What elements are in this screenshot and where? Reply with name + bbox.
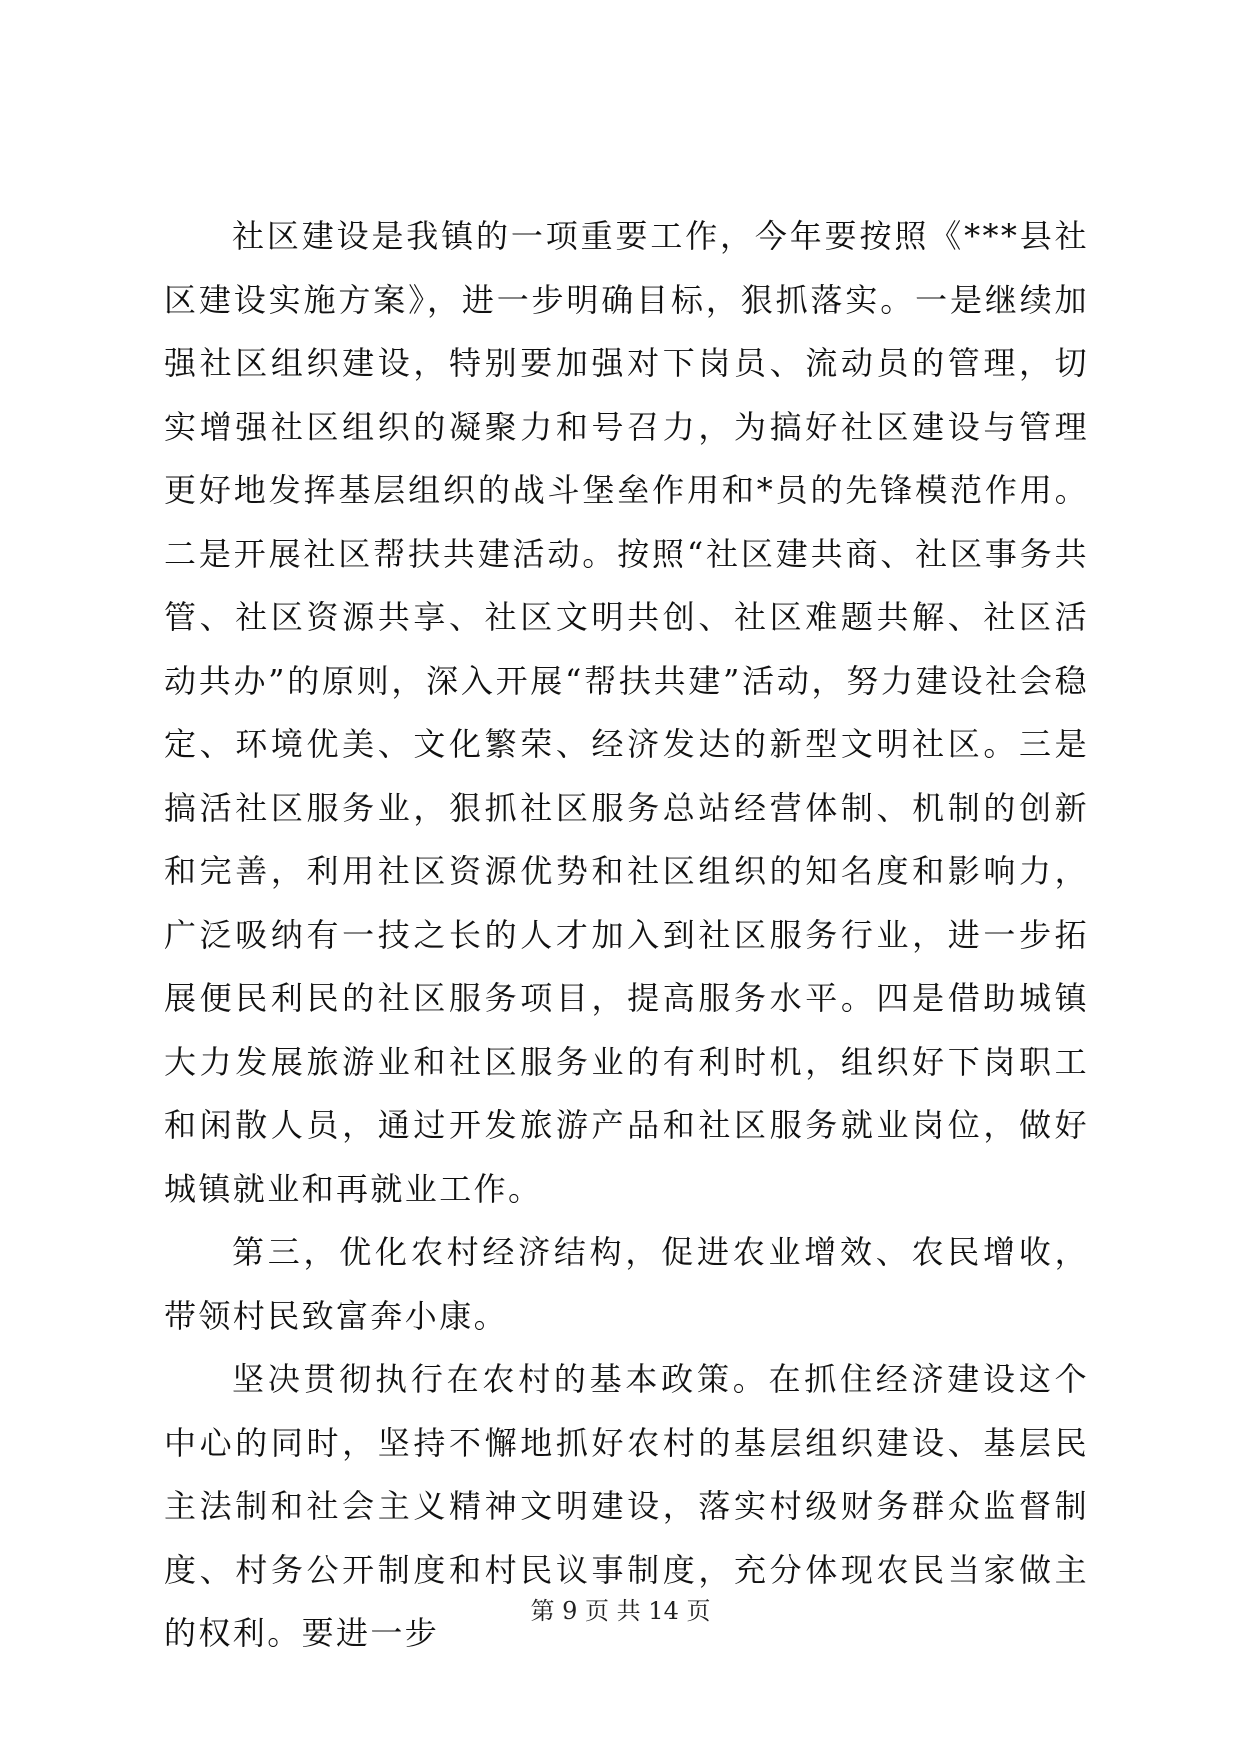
page-number: 第 9 页 共 14 页: [530, 1597, 711, 1625]
document-body: [164, 205, 1089, 1666]
paragraph-section-three-heading: 第三，优化农村经济结构，促进农业增效、农民增收，带领村民致富奔小康。: [164, 1233, 1089, 1335]
paragraph-rural-policy: 坚决贯彻执行在农村的基本政策。在抓住经济建设这个中心的同时，坚持不懈地抓好农村的基层组织建设、基层民主法制和社会主义精神文明建设，落实村级财务群众监督制度、村务公开制度和村民议事制度，充分体现农民当家做主的权利。要进一步: [164, 1360, 1089, 1652]
page-footer: [0, 1596, 1241, 1626]
paragraph-community-building: 社区建设是我镇的一项重要工作，今年要按照《***县社区建设实施方案》，进一步明确目标，狠抓落实。一是继续加强社区组织建设，特别要加强对下岗员、流动员的管理，切实增强社区组织的凝聚力和号召力，为搞好社区建设与管理更好地发挥基层组织的战斗堡垒作用和*员的先锋模范作用。二是开展社区帮扶共建活动。按照“社区建共商、社区事务共管、社区资源共享、社区文明共创、社区难题共解、社区活动共办”的原则，深入开展“帮扶共建”活动，努力建设社会稳定、环境优美、文化繁荣、经济发达的新型文明社区。三是搞活社区服务业，狠抓社区服务总站经营体制、机制的创新和完善，利用社区资源优势和社区组织的知名度和影响力，广泛吸纳有一技之长的人才加入到社区服务行业，进一步拓展便民利民的社区服务项目，提高服务水平。四是借助城镇大力发展旅游业和社区服务业的有利时机，组织好下岗职工和闲散人员，通过开发旅游产品和社区服务就业岗位，做好城镇就业和再就业工作。: [164, 217, 1089, 1208]
